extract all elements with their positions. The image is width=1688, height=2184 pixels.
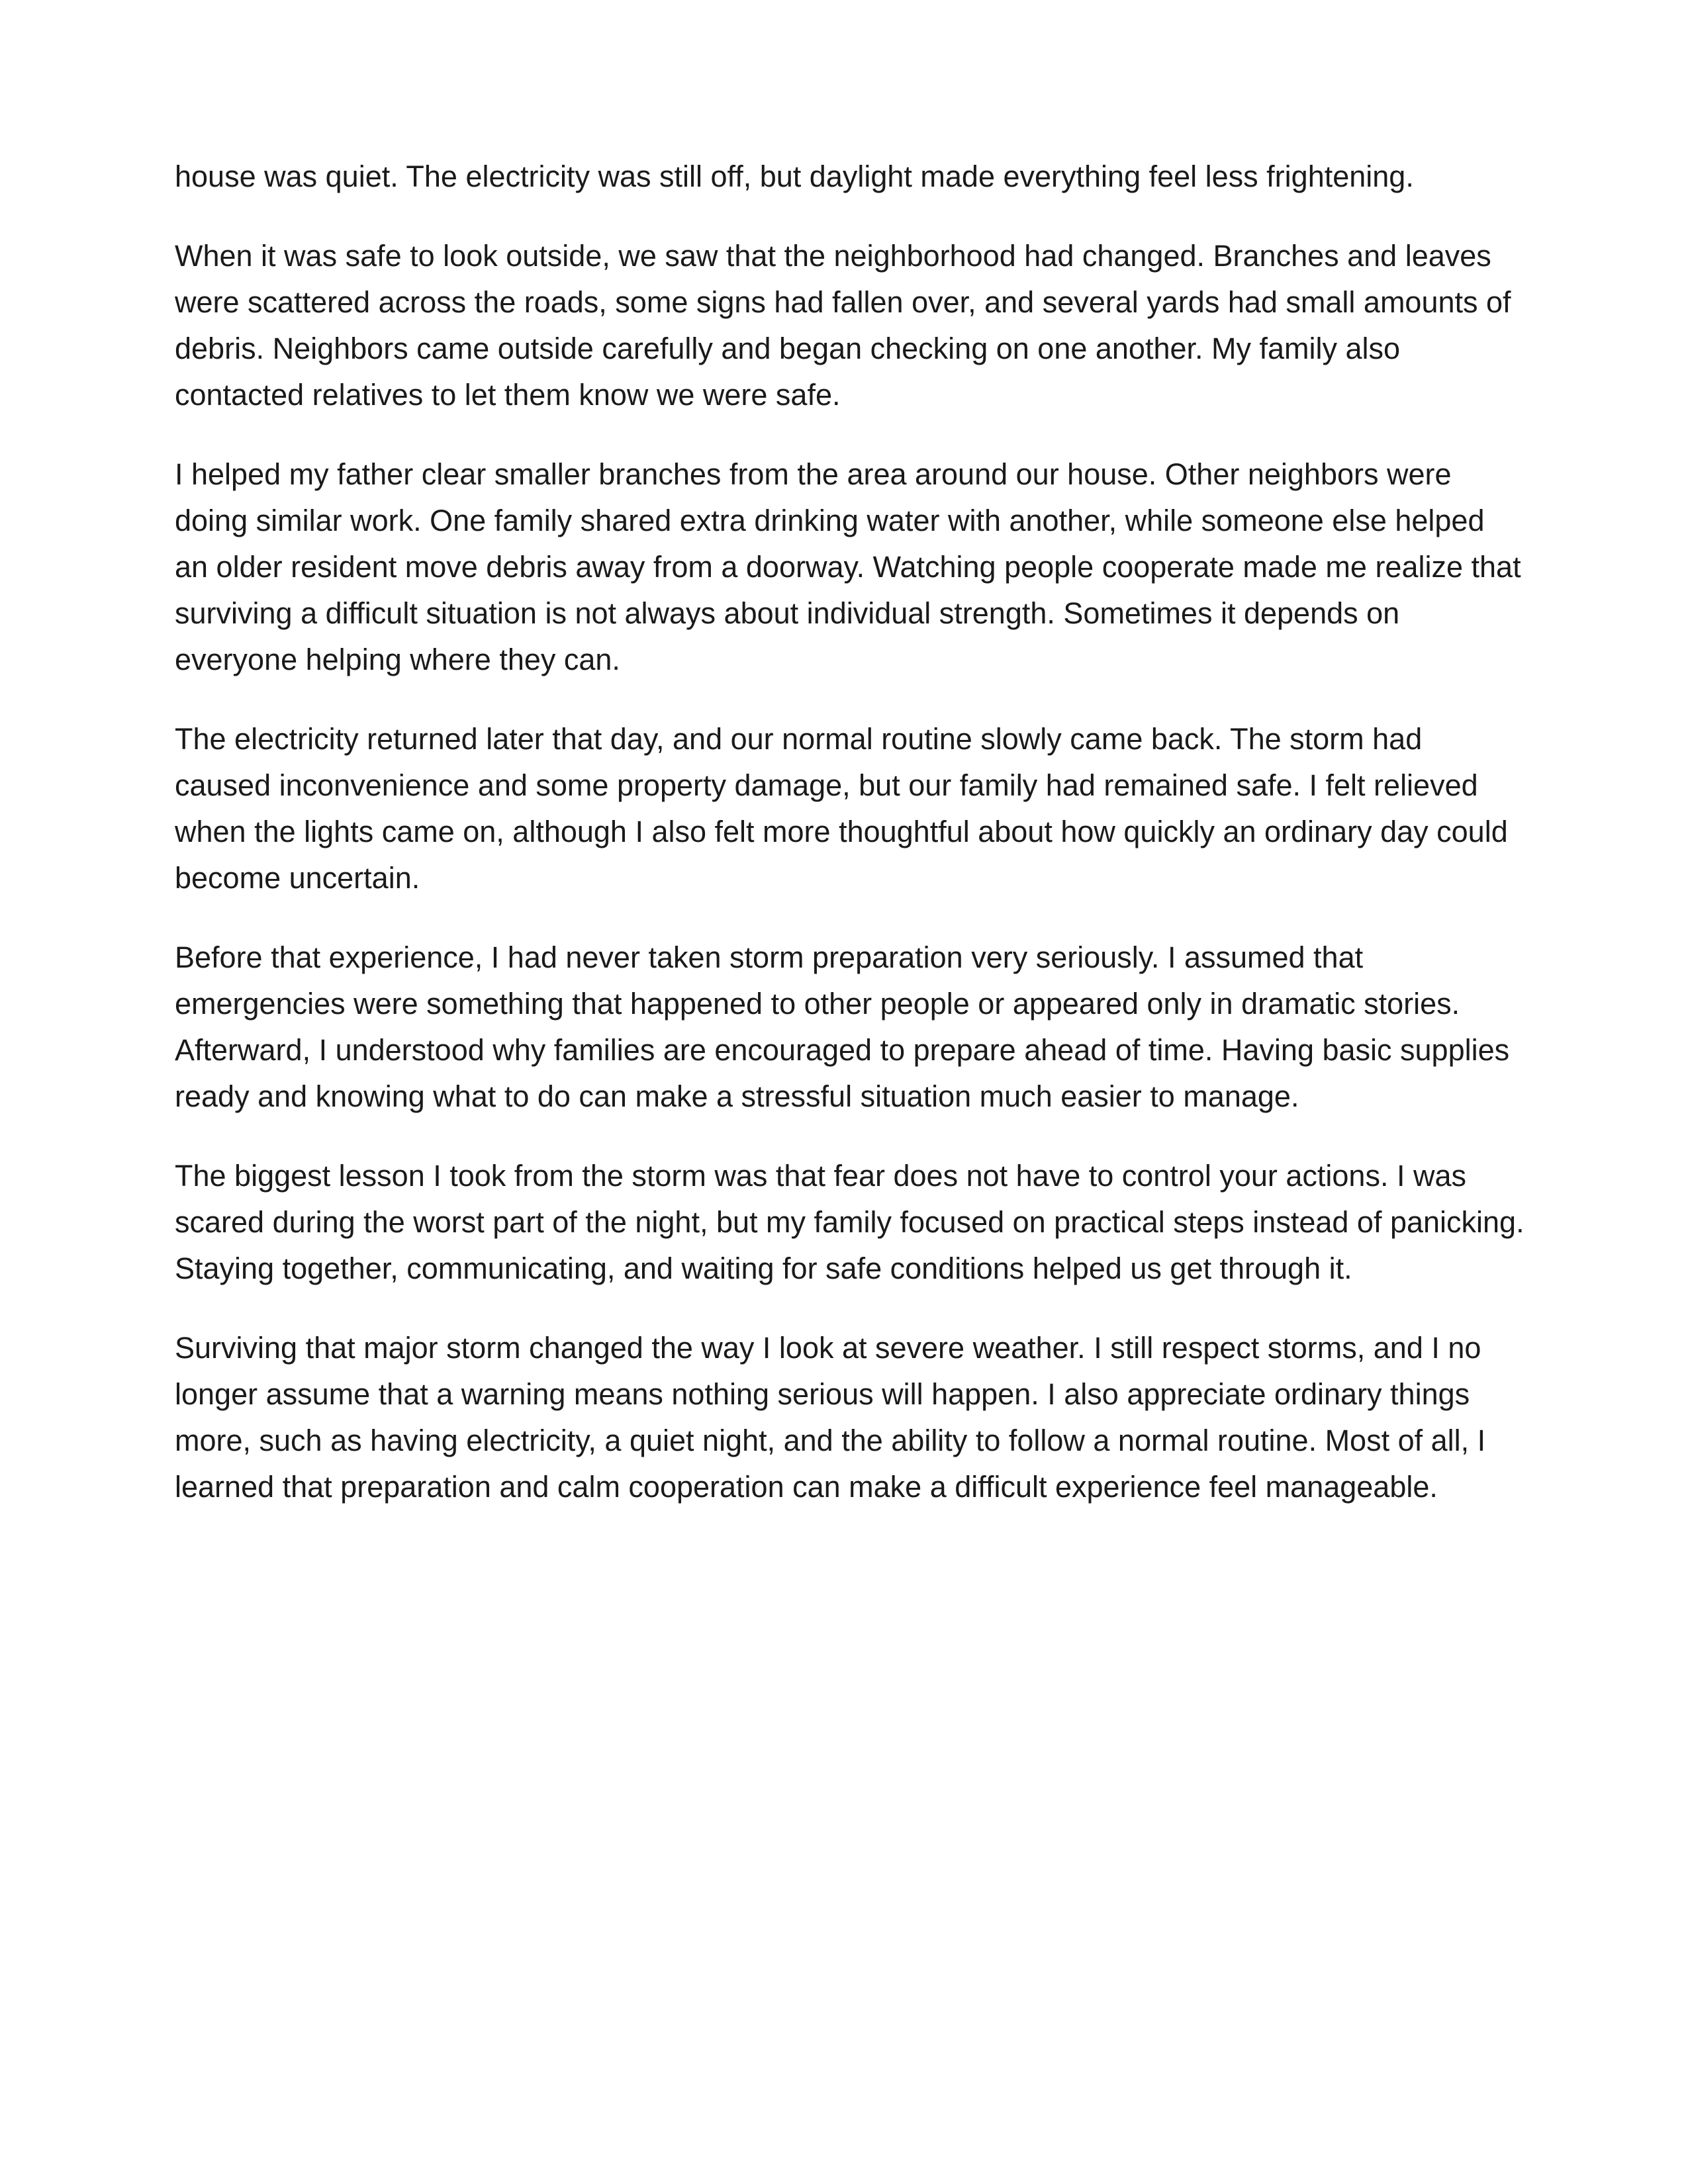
paragraph-1: house was quiet. The electricity was still off, but daylight made everything feel less frightening. (175, 159, 1414, 193)
document-body (175, 154, 1525, 1543)
paragraph-2: When it was safe to look outside, we saw that the neighborhood had changed. Branches and leaves were scattered across the roads, some signs had fallen over, and several yards had small amounts of debris. Neighbors came outside carefully and began checking on one another. My family also contacted relatives to let them know we were safe. (175, 239, 1511, 412)
paragraph-5: Before that experience, I had never taken storm preparation very seriously. I assumed that emergencies were something that happened to other people or appeared only in dramatic stories. Afterward, I understood why families are encouraged to prepare ahead of time. Having basic supplies ready and knowing what to do can make a stressful situation much easier to manage. (175, 940, 1510, 1113)
paragraph-6: The biggest lesson I took from the storm was that fear does not have to control your actions. I was scared during the worst part of the night, but my family focused on practical steps instead of panicking. Staying together, communicating, and waiting for safe conditions helped us get through it. (175, 1159, 1524, 1285)
paragraph-4: The electricity returned later that day, and our normal routine slowly came back. The storm had caused inconvenience and some property damage, but our family had remained safe. I felt relieved when the lights came on, although I also felt more thoughtful about how quickly an ordinary day could become uncertain. (175, 722, 1508, 895)
paragraph-3: I helped my father clear smaller branches from the area around our house. Other neighbors were doing similar work. One family shared extra drinking water with another, while someone else helped an older resident move debris away from a doorway. Watching people cooperate made me realize that surviving a difficult situation is not always about individual strength. Sometimes it depends on everyone helping where they can. (175, 457, 1521, 676)
paragraph-7: Surviving that major storm changed the way I look at severe weather. I still respect storms, and I no longer assume that a warning means nothing serious will happen. I also appreciate ordinary things more, such as having electricity, a quiet night, and the ability to follow a normal routine. Most of all, I learned that preparation and calm cooperation can make a difficult experience feel manageable. (175, 1331, 1486, 1504)
